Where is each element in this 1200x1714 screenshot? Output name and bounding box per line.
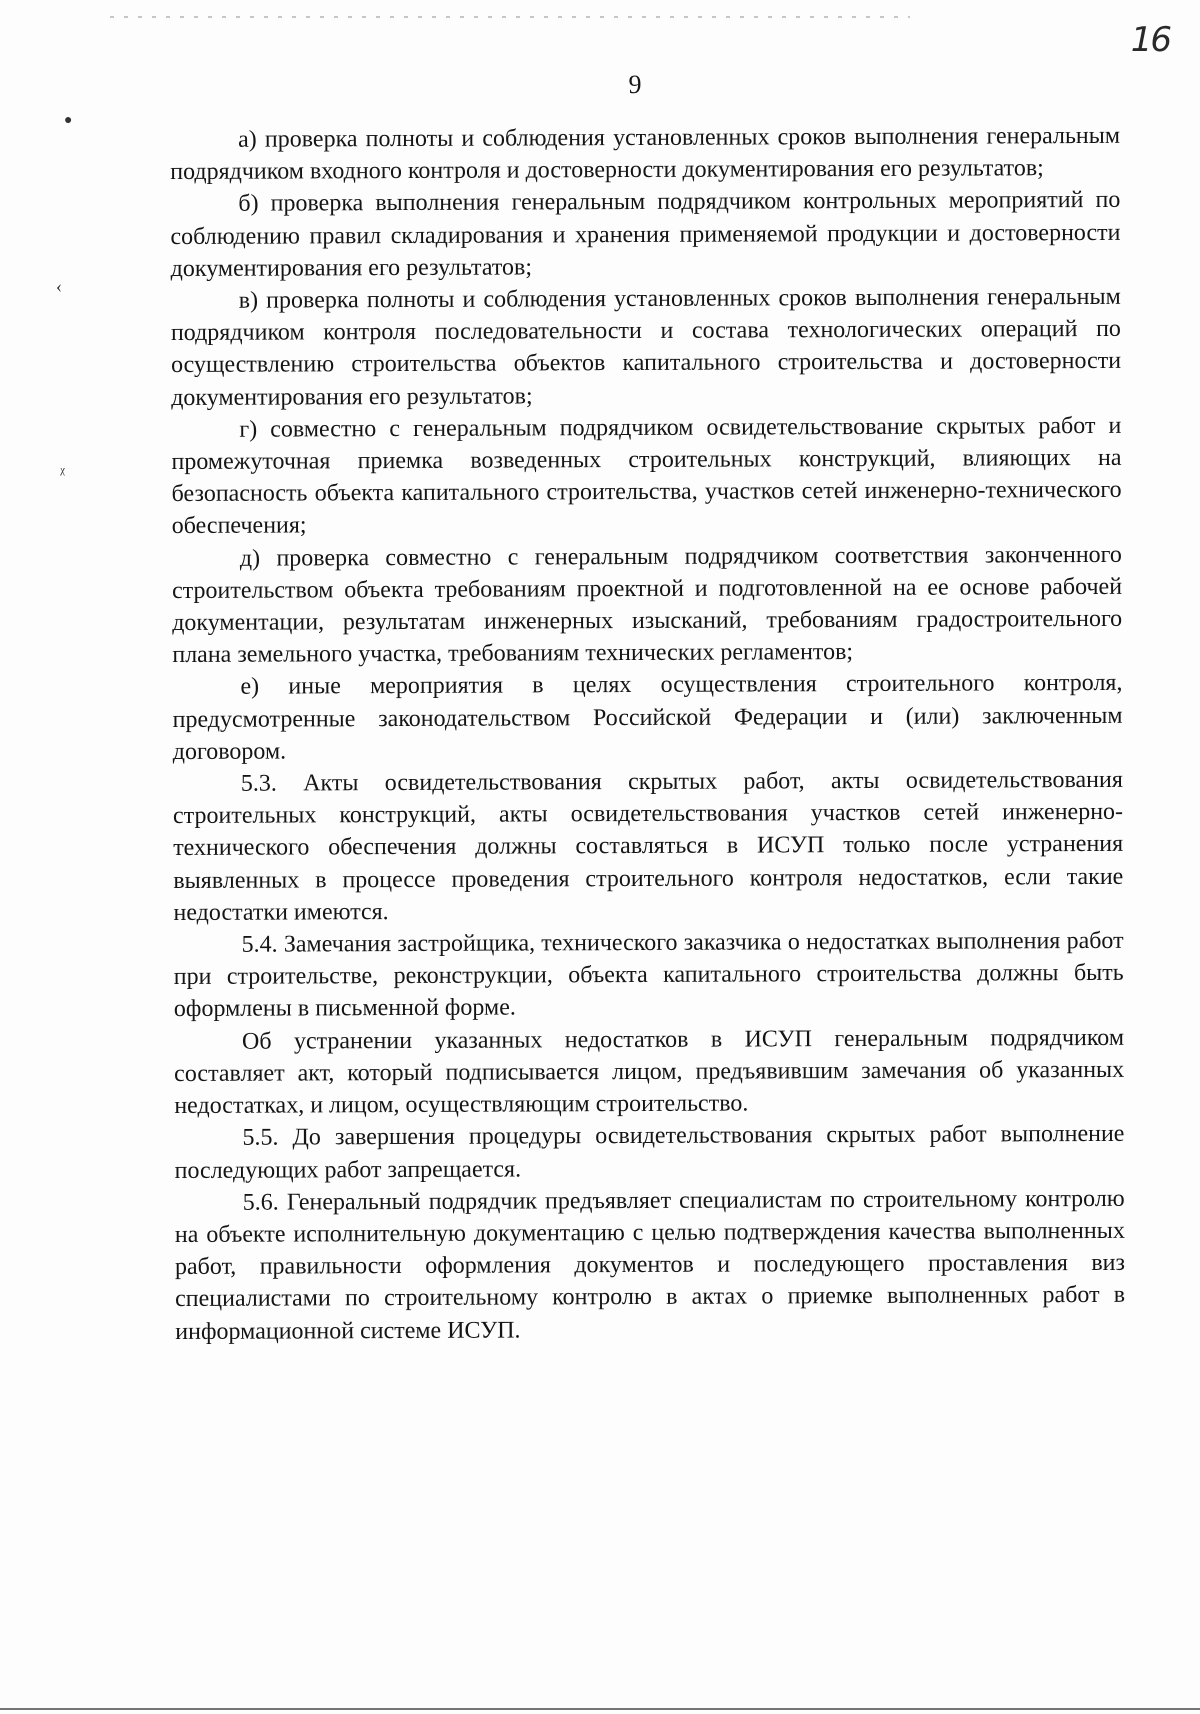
paragraph-5-5: 5.5. До завершения процедуры освидетельствования скрытых работ выполнение последующих работ запрещается. [174,1121,1125,1184]
paragraph-item-b: б) проверка выполнения генеральным подрядчиком контрольных мероприятий по соблюдению правил складирования и хранения применяемой продукции и достоверности документирования его результатов; [170,187,1121,282]
page-number: 9 [628,70,642,99]
paragraph-5-6: 5.6. Генеральный подрядчик предъявляет специалистам по строительному контролю на объекте исполнительную документацию с целью подтверждения качества выполненных работ, правильности оформления документов и последующего проставления виз специалистами по строительному контролю в актах о приемке выполненных работ в информационной системе ИСУП. [174,1185,1126,1345]
margin-tick-mark: ᵡ [60,462,66,482]
scan-artifact-bottom [0,1708,1200,1710]
handwritten-sheet-number: 16 [1130,20,1170,60]
document-body [170,120,1125,1348]
paragraph-item-e: е) иные мероприятия в целях осуществления строительного контроля, предусмотренные законодательством Российской Федерации и (или) заключенным договором. [172,670,1123,765]
paragraph-item-a: а) проверка полноты и соблюдения установленных сроков выполнения генеральным подрядчиком входного контроля и достоверности документирования его результатов; [170,122,1121,186]
paragraph-5-4: 5.4. Замечания застройщика, технического заказчика о недостатках выполнения работ при строительстве, реконструкции, объекта капитального строительства должны быть оформлены в письменной форме. [173,927,1124,1023]
paragraph-item-v: в) проверка полноты и соблюдения установленных сроков выполнения генеральным подрядчиком контроля последовательности и состава технологических операций по осуществлению строительства объектов капитального строительства и достоверности документирования его результатов; [170,283,1122,411]
paragraph-5-4-cont: Об устранении указанных недостатков в ИСУП генеральным подрядчиком составляет акт, который подписывается лицом, предъявившим замечания об указанных недостатках, и лицом, осуществляющим строительство. [174,1024,1125,1120]
margin-tick-mark: ‹ [56,276,62,296]
paragraph-item-d: д) проверка совместно с генеральным подрядчиком соответствия законченного строительством объекта требованиям проектной и подготовленной на ее основе рабочей документации, результатам инженерных изысканий, требованиям градостроительного плана земельного участка, требованиям технических регламентов; [171,541,1123,669]
scan-artifact-top [110,16,910,18]
paragraph-item-g: г) совместно с генеральным подрядчиком освидетельствование скрытых работ и промежуточная приемка возведенных строительных конструкций, влияющих на безопасность объекта капитального строительства, участков сетей инженерно-технического обеспечения; [171,412,1122,540]
paragraph-5-3: 5.3. Акты освидетельствования скрытых работ, акты освидетельствования строительных конструкций, акты освидетельствования участков сетей инженерно-технического обеспечения должны составляться в ИСУП только после устранения выявленных в процессе проведения строительного контроля недостатков, если такие недостатки имеются. [172,766,1124,926]
margin-dot-mark: ● [64,113,73,128]
